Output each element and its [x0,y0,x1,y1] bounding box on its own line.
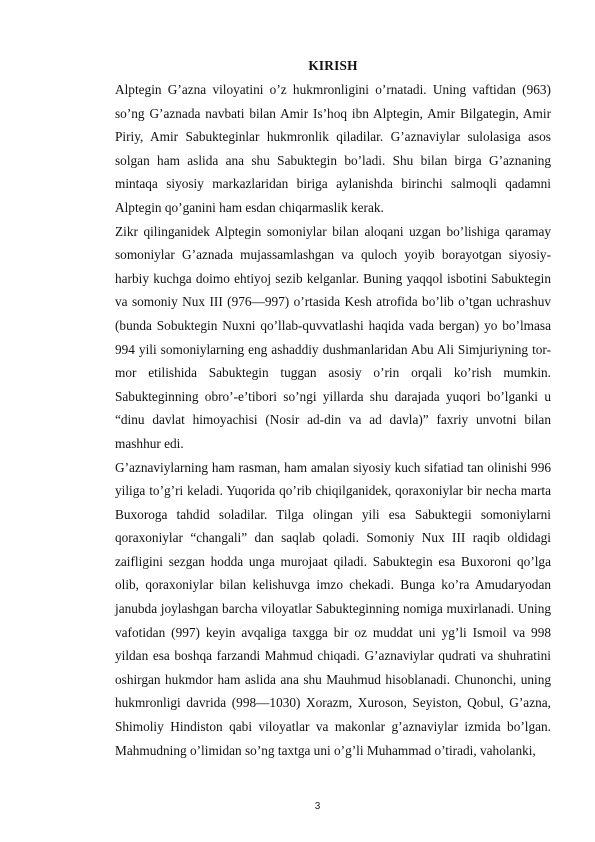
page-content [115,56,551,762]
paragraph-1: Alptegin G’azna viloyatini o’z hukmronligini o’rnatadi. Uning vaftidan (963) so’ng G’aznada navbati bilan Amir Is’hoq ibn Alptegin, Amir Bilgategin, Amir Piriy, Amir Sabukteginlar hukmronlik qiladilar. G’aznaviylar sulolasiga asos solgan ham aslida ana shu Sabuktegin bo’ladi. Shu bilan birga G’aznaning mintaqa siyosiy markazlaridan biriga aylanishda birinchi salmoqli qadamni Alptegin qo’ganini ham esdan chiqarmaslik kerak. [115,82,551,215]
section-heading: KIRISH [308,58,358,73]
page-number: 3 [314,801,321,812]
paragraph-3: G’aznaviylarning ham rasman, ham amalan siyosiy kuch sifatiad tan olinishi 996 yiliga to’g’ri keladi. Yuqorida qo’rib chiqilganidek, qoraxoniylar bir necha marta Buxoroga tahdid soladilar. Tilga olingan yili esa Sabuktegii somoniylarni qoraxoniylar “changali” dan saqlab qoladi. Somoniy Nux III raqib oldidagi zaifligini sezgan hodda unga murojaat qiladi. Sabuktegin esa Buxoroni qo’lga olib, qoraxoniylar bilan kelishuvga imzo chekadi. Bunga ko’ra Amudaryodan janubda joylashgan barcha viloyatlar Sabukteginning nomiga muxirlanadi. Uning vafotidan (997) keyin avqaliga taxgga bir oz muddat uni yg’li Ismoil va 998 yildan esa boshqa farzandi Mahmud chiqadi. G’aznaviylar qudrati va shuhratini oshirgan hukmdor ham aslida ana shu Mauhmud hisoblanadi. Chunonchi, uning hukmronligi davrida (998—1030) Xorazm, Xuroson, Seyiston, Qobul, G’azna, Shimoliy Hindiston qabi viloyatlar va makonlar g’aznaviylar izmida bo’lgan. Mahmudning o’limidan so’ng taxtga uni o’g’li Muhammad o’tiradi, vaholanki, [115,459,551,758]
paragraph-2: Zikr qilinganidek Alptegin somoniylar bilan aloqani uzgan bo’lishiga qaramay somoniylar G’aznada mujassamlashgan va quloch yoyib borayotgan siyosiy-harbiy kuchga doimo ehtiyoj sezib kelganlar. Buning yaqqol isbotini Sabuktegin va somoniy Nux III (976—997) o’rtasida Kesh atrofida bo’lib o’tgan uchrashuv (bunda Sobuktegin Nuxni qo’llab-quvvatlashi haqida vada bergan) yo bo’lmasa 994 yili somoniylarning eng ashaddiy dushmanlaridan Abu Ali Simjuriyning tor-mor etilishida Sabuktegin tuggan asosiy o’rin orqali ko’rish mumkin. Sabukteginning obro’-e’tibori so’ngi yillarda shu darajada yuqori bo’lganki u “dinu davlat himoyachisi (Nosir ad-din va ad davla)” faxriy unvotni bilan mashhur edi. [115,223,551,451]
